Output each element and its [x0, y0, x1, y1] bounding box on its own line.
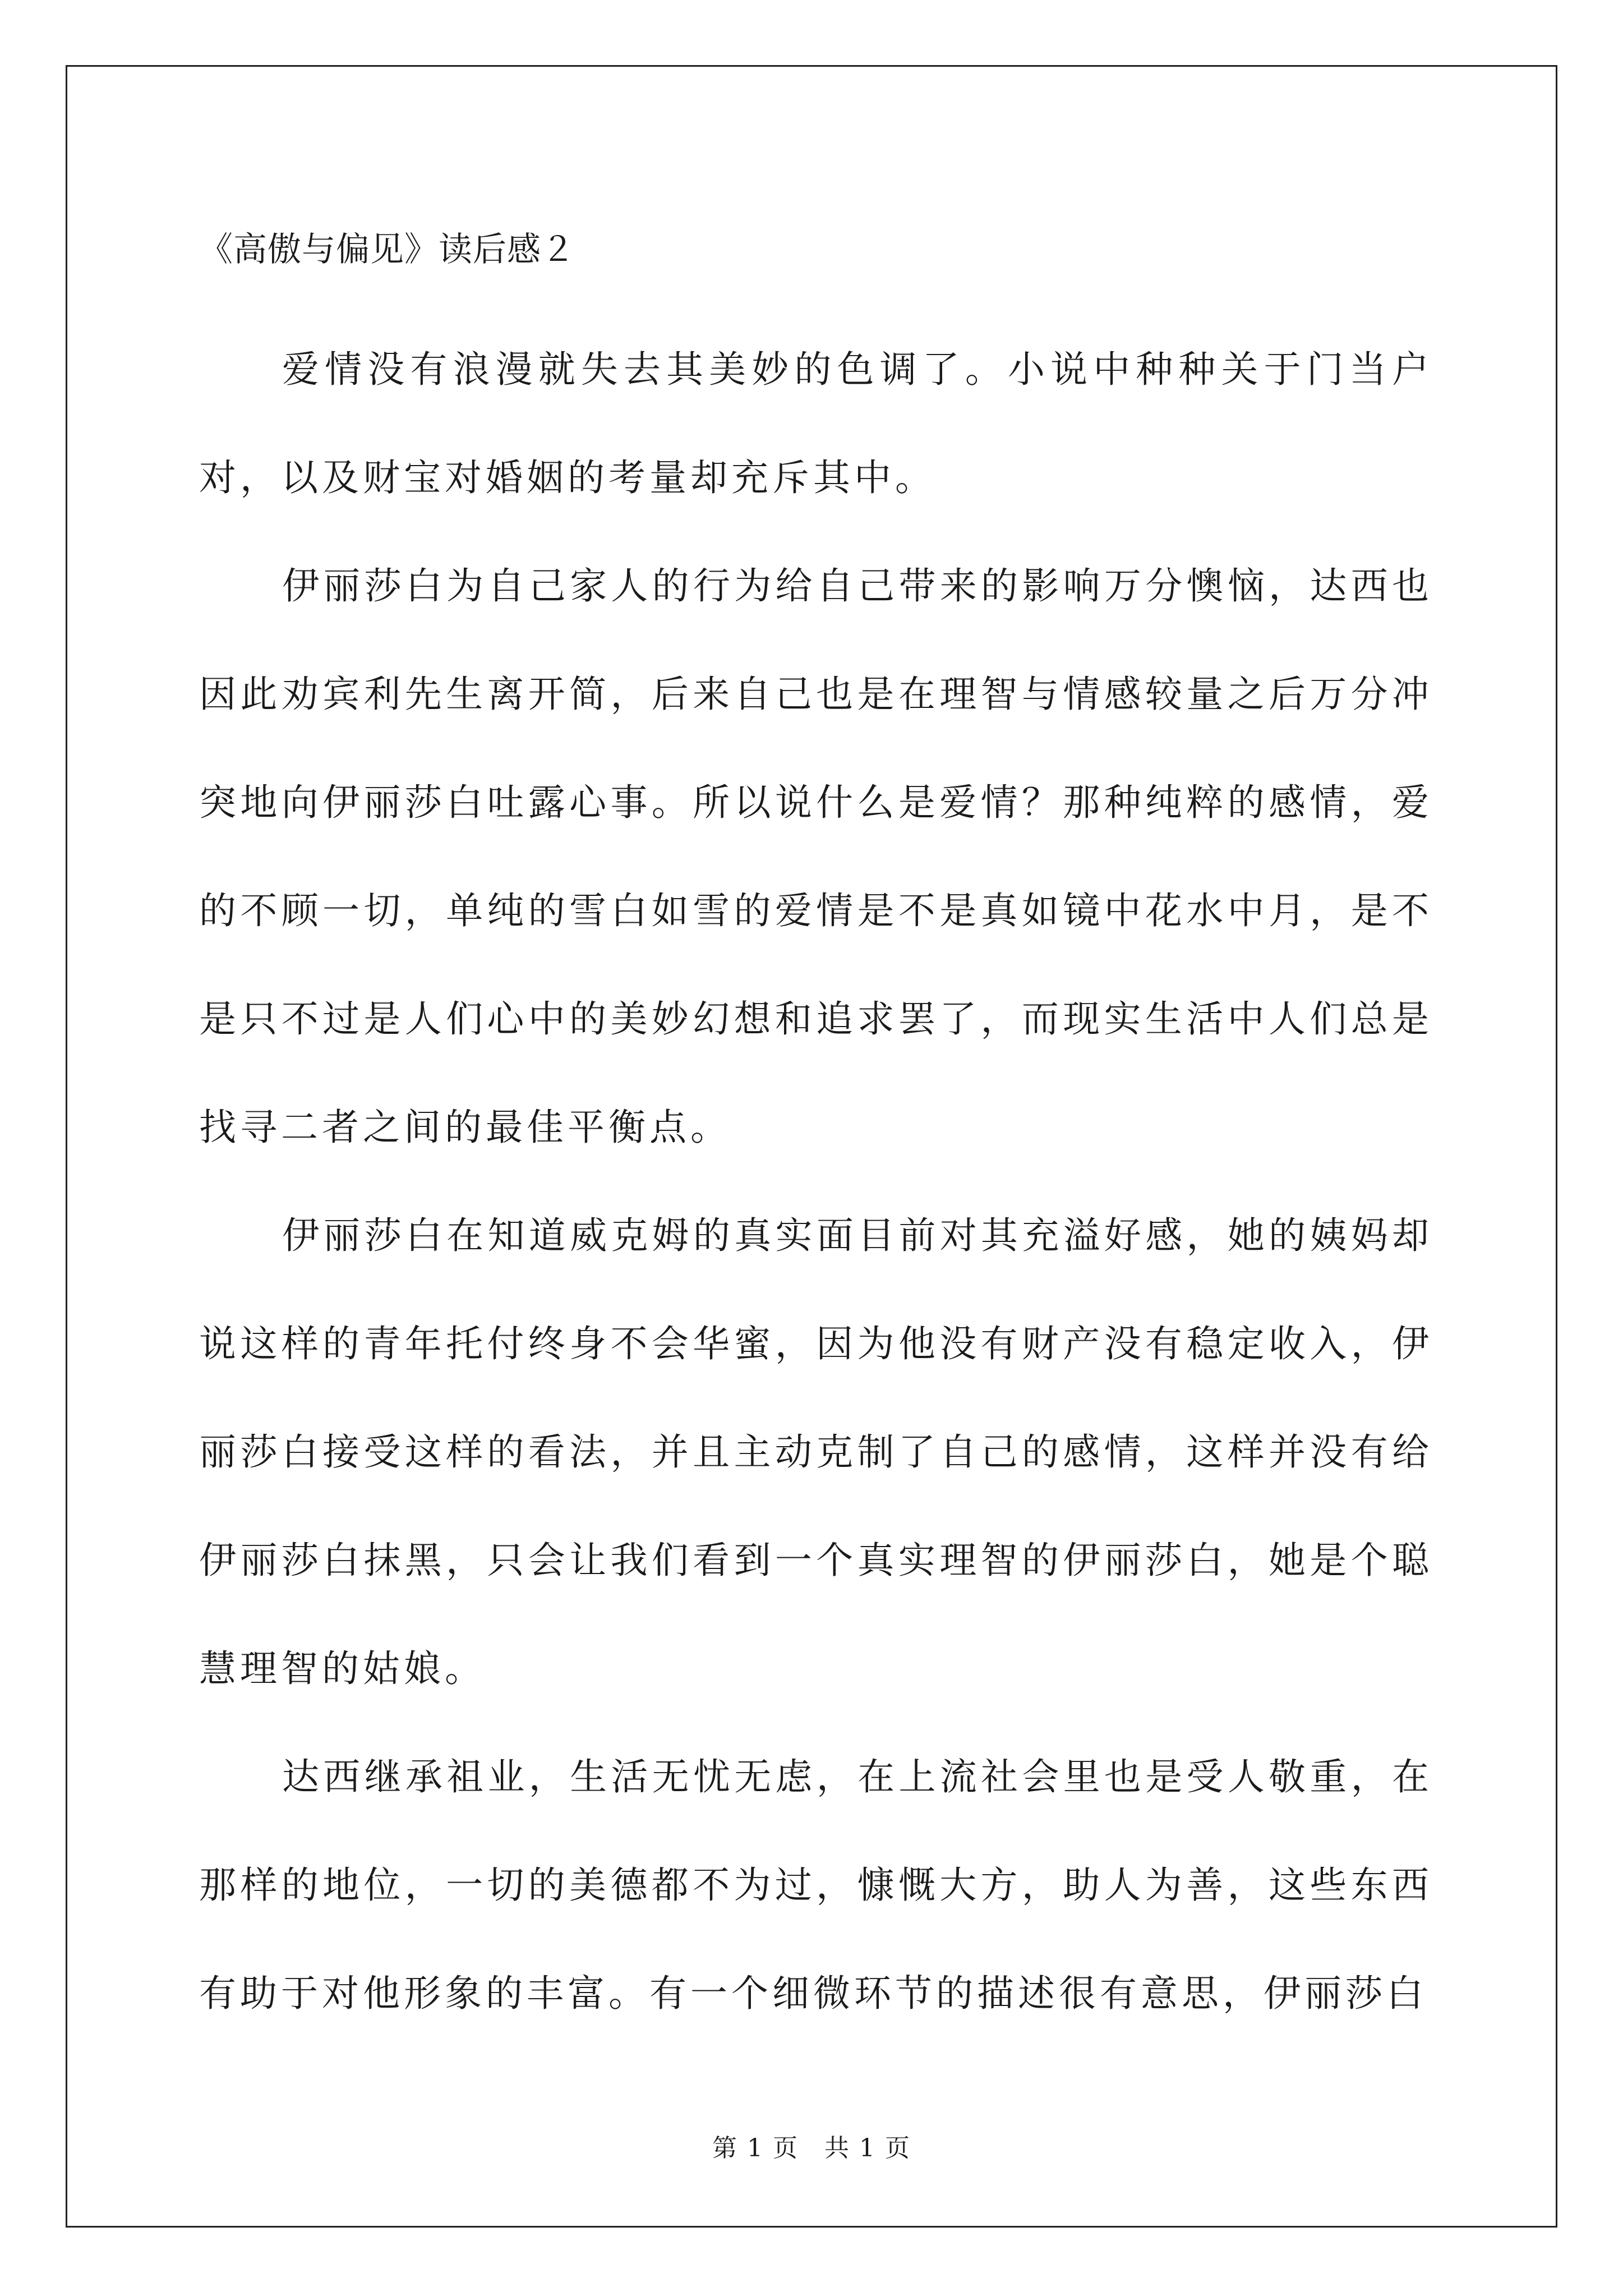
paragraph-1: 爱情没有浪漫就失去其美妙的色调了。小说中种种关于门当户对，以及财宝对婚姻的考量却充斥其中。 — [199, 348, 1433, 499]
paragraph-2: 伊丽莎白为自己家人的行为给自己带来的影响万分懊恼，达西也因此劝宾利先生离开简，后来自己也是在理智与情感较量之后万分冲突地向伊丽莎白吐露心事。所以说什么是爱情？那种纯粹的感情，爱的不顾一切，单纯的雪白如雪的爱情是不是真如镜中花水中月，是不是只不过是人们心中的美妙幻想和追求罢了，而现实生活中人们总是找寻二者之间的最佳平衡点。 — [199, 564, 1433, 1149]
page-footer — [0, 2132, 1623, 2165]
document-title: 《高傲与偏见》读后感２ — [199, 230, 575, 269]
page-number-label: 第 1 页 共 1 页 — [712, 2134, 911, 2162]
document-body — [199, 208, 1433, 2047]
paragraph-4: 达西继承祖业，生活无忧无虑，在上流社会里也是受人敬重，在那样的地位，一切的美德都不为过，慷慨大方，助人为善，这些东西有助于对他形象的丰富。有一个细微环节的描述很有意思，伊丽莎白 — [199, 1755, 1433, 2015]
paragraph-3: 伊丽莎白在知道威克姆的真实面目前对其充溢好感，她的姨妈却说这样的青年托付终身不会华蜜，因为他没有财产没有稳定收入，伊丽莎白接受这样的看法，并且主动克制了自己的感情，这样并没有给伊丽莎白抹黑，只会让我们看到一个真实理智的伊丽莎白，她是个聪慧理智的姑娘。 — [199, 1214, 1433, 1690]
